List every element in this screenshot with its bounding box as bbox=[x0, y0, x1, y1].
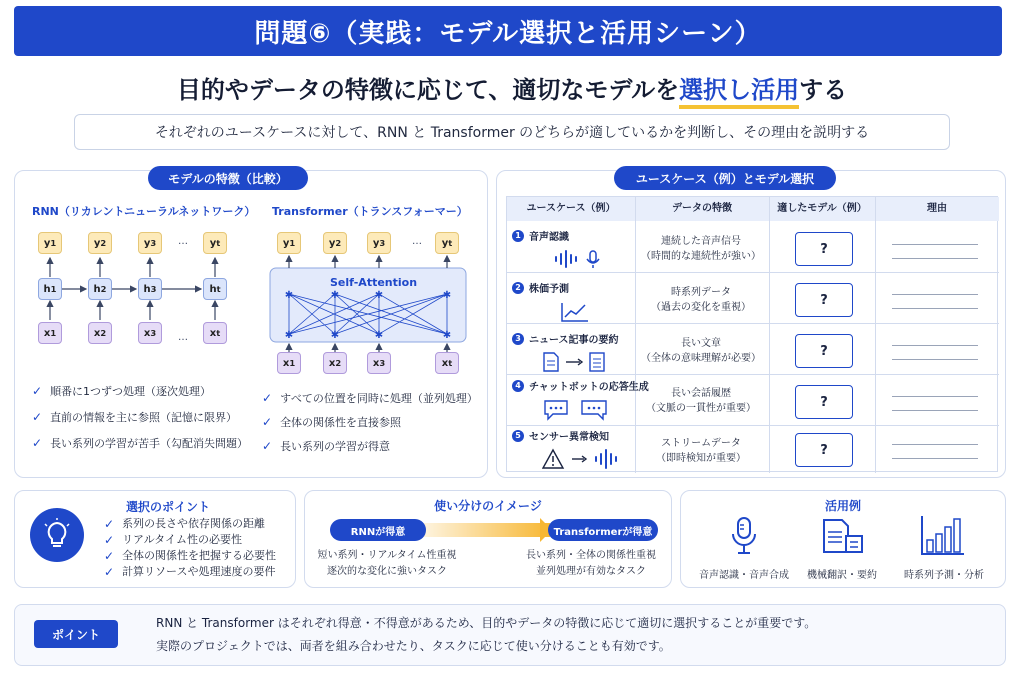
rnn-point: ✓ 直前の情報を主に参照（記憶に限界） bbox=[32, 410, 238, 424]
use-case-row bbox=[512, 428, 632, 474]
row-number-badge: 5 bbox=[512, 430, 524, 442]
svg-text:✱: ✱ bbox=[330, 290, 340, 301]
document-translate-icon bbox=[820, 518, 866, 556]
usage-label-forecast: 時系列予測・分析 bbox=[904, 570, 984, 581]
svg-text:…: … bbox=[178, 236, 188, 247]
page-title: 問題⑥（実践：モデル選択と活用シーン） bbox=[14, 6, 1002, 56]
trf-y2: y 2 bbox=[323, 232, 347, 254]
model-comparison-pill: モデルの特徴（比較） bbox=[148, 166, 308, 190]
rnn-point: ✓ 長い系列の学習が苦手（勾配消失問題） bbox=[32, 436, 249, 450]
use-case-row bbox=[512, 378, 649, 426]
document-summarize-icon bbox=[540, 351, 610, 373]
feature-cell: 長い文章 （全体の意味理解が必要） bbox=[641, 338, 761, 364]
trf-x3: x 3 bbox=[367, 352, 391, 374]
chat-bubbles-icon bbox=[542, 398, 612, 422]
col-header-use-case: ユースケース（例） bbox=[507, 197, 635, 221]
headline-prefix: 目的やデータの特徴に応じて、適切なモデルを bbox=[176, 76, 680, 104]
rnn-points bbox=[32, 378, 248, 456]
reason-line[interactable] bbox=[892, 396, 978, 397]
selection-points-list bbox=[104, 516, 276, 580]
rnn-x3: x 3 bbox=[138, 322, 162, 344]
check-icon: ✓ bbox=[32, 436, 43, 450]
usage-label-translation: 機械翻訳・要約 bbox=[807, 570, 877, 581]
model-answer-box[interactable]: ? bbox=[795, 334, 853, 368]
transformer-strength-label: Transformerが得意 bbox=[548, 519, 658, 541]
use-case-name: センサー異常検知 bbox=[529, 432, 609, 443]
feature-cell: 連続した音声信号 （時間的な連続性が強い） bbox=[641, 236, 761, 262]
transformer-points bbox=[262, 386, 478, 458]
rnn-x2: x 2 bbox=[88, 322, 112, 344]
reason-line[interactable] bbox=[892, 458, 978, 459]
use-case-name: ニュース記事の要約 bbox=[529, 335, 619, 346]
svg-text:✱: ✱ bbox=[284, 330, 294, 341]
model-answer-box[interactable]: ? bbox=[795, 232, 853, 266]
reason-line[interactable] bbox=[892, 244, 978, 245]
check-icon: ✓ bbox=[262, 415, 273, 429]
reason-line[interactable] bbox=[892, 308, 978, 309]
check-icon: ✓ bbox=[104, 549, 115, 563]
svg-text:✱: ✱ bbox=[442, 330, 452, 341]
bar-chart-icon bbox=[920, 514, 966, 556]
trend-chart-icon bbox=[560, 301, 590, 323]
use-case-name: 音声認識 bbox=[529, 232, 569, 243]
check-icon: ✓ bbox=[32, 410, 43, 424]
selection-point: ✓ リアルタイム性の必要性 bbox=[104, 533, 242, 547]
check-icon: ✓ bbox=[262, 391, 273, 405]
check-icon: ✓ bbox=[104, 565, 115, 579]
footer-line-1: RNN と Transformer はそれぞれ得意・不得意があるため、目的やデータの特徴に応じて適切に選択することが重要です。 bbox=[156, 616, 817, 630]
rnn-yt: y t bbox=[203, 232, 227, 254]
rnn-ht: h t bbox=[203, 278, 227, 300]
row-number-badge: 1 bbox=[512, 230, 524, 242]
headline-suffix: する bbox=[799, 76, 848, 104]
check-icon: ✓ bbox=[32, 384, 43, 398]
selection-points-title: 選択のポイント bbox=[126, 500, 211, 514]
trf-yt: y t bbox=[435, 232, 459, 254]
model-answer-box[interactable]: ? bbox=[795, 283, 853, 317]
row-number-badge: 2 bbox=[512, 282, 524, 294]
rnn-h3: h 3 bbox=[138, 278, 162, 300]
trf-y3: y 3 bbox=[367, 232, 391, 254]
use-case-name: 株価予測 bbox=[529, 284, 569, 295]
reason-line[interactable] bbox=[892, 359, 978, 360]
use-case-row bbox=[512, 228, 612, 273]
row-number-badge: 4 bbox=[512, 380, 524, 392]
model-answer-box[interactable]: ? bbox=[795, 385, 853, 419]
reason-line[interactable] bbox=[892, 444, 978, 445]
headline-highlight: 選択し活用 bbox=[679, 76, 799, 109]
usage-examples-title: 活用例 bbox=[824, 499, 861, 513]
feature-cell: 長い会話履歴 （文脈の一貫性が重要） bbox=[646, 388, 756, 414]
lightbulb-icon bbox=[30, 508, 84, 562]
trf-x2: x 2 bbox=[323, 352, 347, 374]
transformer-desc: 長い系列・全体の関係性重視 並列処理が有効なタスク bbox=[526, 550, 656, 577]
svg-text:…: … bbox=[178, 332, 188, 343]
check-icon: ✓ bbox=[104, 517, 115, 531]
rnn-x1: x 1 bbox=[38, 322, 62, 344]
reason-line[interactable] bbox=[892, 410, 978, 411]
svg-text:✱: ✱ bbox=[442, 290, 452, 301]
usage-label-speech: 音声認識・音声合成 bbox=[699, 570, 789, 581]
trf-x1: x 1 bbox=[277, 352, 301, 374]
footer-label: ポイント bbox=[34, 620, 118, 648]
warning-signal-icon bbox=[542, 448, 632, 470]
rnn-xt: x t bbox=[203, 322, 227, 344]
svg-text:✱: ✱ bbox=[330, 330, 340, 341]
use-case-row bbox=[512, 331, 619, 377]
reason-line[interactable] bbox=[892, 258, 978, 259]
rnn-h2: h 2 bbox=[88, 278, 112, 300]
microphone-icon bbox=[728, 516, 760, 556]
rnn-h1: h 1 bbox=[38, 278, 62, 300]
col-header-reason: 理由 bbox=[875, 197, 999, 221]
trf-point: ✓ すべての位置を同時に処理（並列処理） bbox=[262, 391, 478, 405]
use-case-name: チャットボットの応答生成 bbox=[529, 382, 649, 393]
selection-point: ✓ 全体の関係性を把握する必要性 bbox=[104, 549, 277, 563]
selection-point: ✓ 系列の長さや依存関係の距離 bbox=[104, 517, 266, 531]
subtitle: それぞれのユースケースに対して、RNN と Transformer のどちらが適しているかを判断し、その理由を説明する bbox=[74, 114, 950, 150]
col-header-model: 適したモデル（例） bbox=[769, 197, 875, 221]
svg-text:…: … bbox=[412, 236, 422, 247]
transformer-title: Transformer（トランスフォーマー） bbox=[272, 205, 468, 218]
svg-text:✱: ✱ bbox=[374, 290, 384, 301]
reason-line[interactable] bbox=[892, 294, 978, 295]
check-icon: ✓ bbox=[262, 439, 273, 453]
selection-point: ✓ 計算リソースや処理速度の要件 bbox=[104, 565, 276, 579]
trf-xt: x t bbox=[435, 352, 459, 374]
headline bbox=[0, 70, 1024, 105]
trf-y1: y 1 bbox=[277, 232, 301, 254]
reason-line[interactable] bbox=[892, 345, 978, 346]
feature-cell: ストリームデータ （即時検知が重要） bbox=[656, 438, 746, 464]
rnn-title: RNN（リカレントニューラルネットワーク） bbox=[32, 205, 256, 218]
rnn-y3: y 3 bbox=[138, 232, 162, 254]
col-header-feature: データの特徴 bbox=[635, 197, 769, 221]
rnn-strength-label: RNNが得意 bbox=[330, 519, 426, 541]
footer-line-2: 実際のプロジェクトでは、両者を組み合わせたり、タスクに応じて使い分けることも有効です。 bbox=[156, 639, 671, 653]
use-case-pill: ユースケース（例）とモデル選択 bbox=[614, 166, 836, 190]
usage-image-title: 使い分けのイメージ bbox=[434, 499, 542, 513]
row-number-badge: 3 bbox=[512, 333, 524, 345]
check-icon: ✓ bbox=[104, 533, 115, 547]
rnn-y2: y 2 bbox=[88, 232, 112, 254]
svg-text:✱: ✱ bbox=[284, 290, 294, 301]
rnn-y1: y 1 bbox=[38, 232, 62, 254]
trf-point: ✓ 全体の関係性を直接参照 bbox=[262, 415, 402, 429]
trf-point: ✓ 長い系列の学習が得意 bbox=[262, 439, 391, 453]
model-answer-box[interactable]: ? bbox=[795, 433, 853, 467]
use-case-row bbox=[512, 280, 590, 327]
sound-wave-icon bbox=[552, 249, 612, 269]
self-attention-label: Self-Attention bbox=[330, 276, 418, 289]
rnn-point: ✓ 順番に1つずつ処理（逐次処理） bbox=[32, 384, 212, 398]
rnn-desc: 短い系列・リアルタイム性重視 逐次的な変化に強いタスク bbox=[317, 550, 457, 577]
feature-cell: 時系列データ （過去の変化を重視） bbox=[651, 287, 751, 313]
svg-text:✱: ✱ bbox=[374, 330, 384, 341]
